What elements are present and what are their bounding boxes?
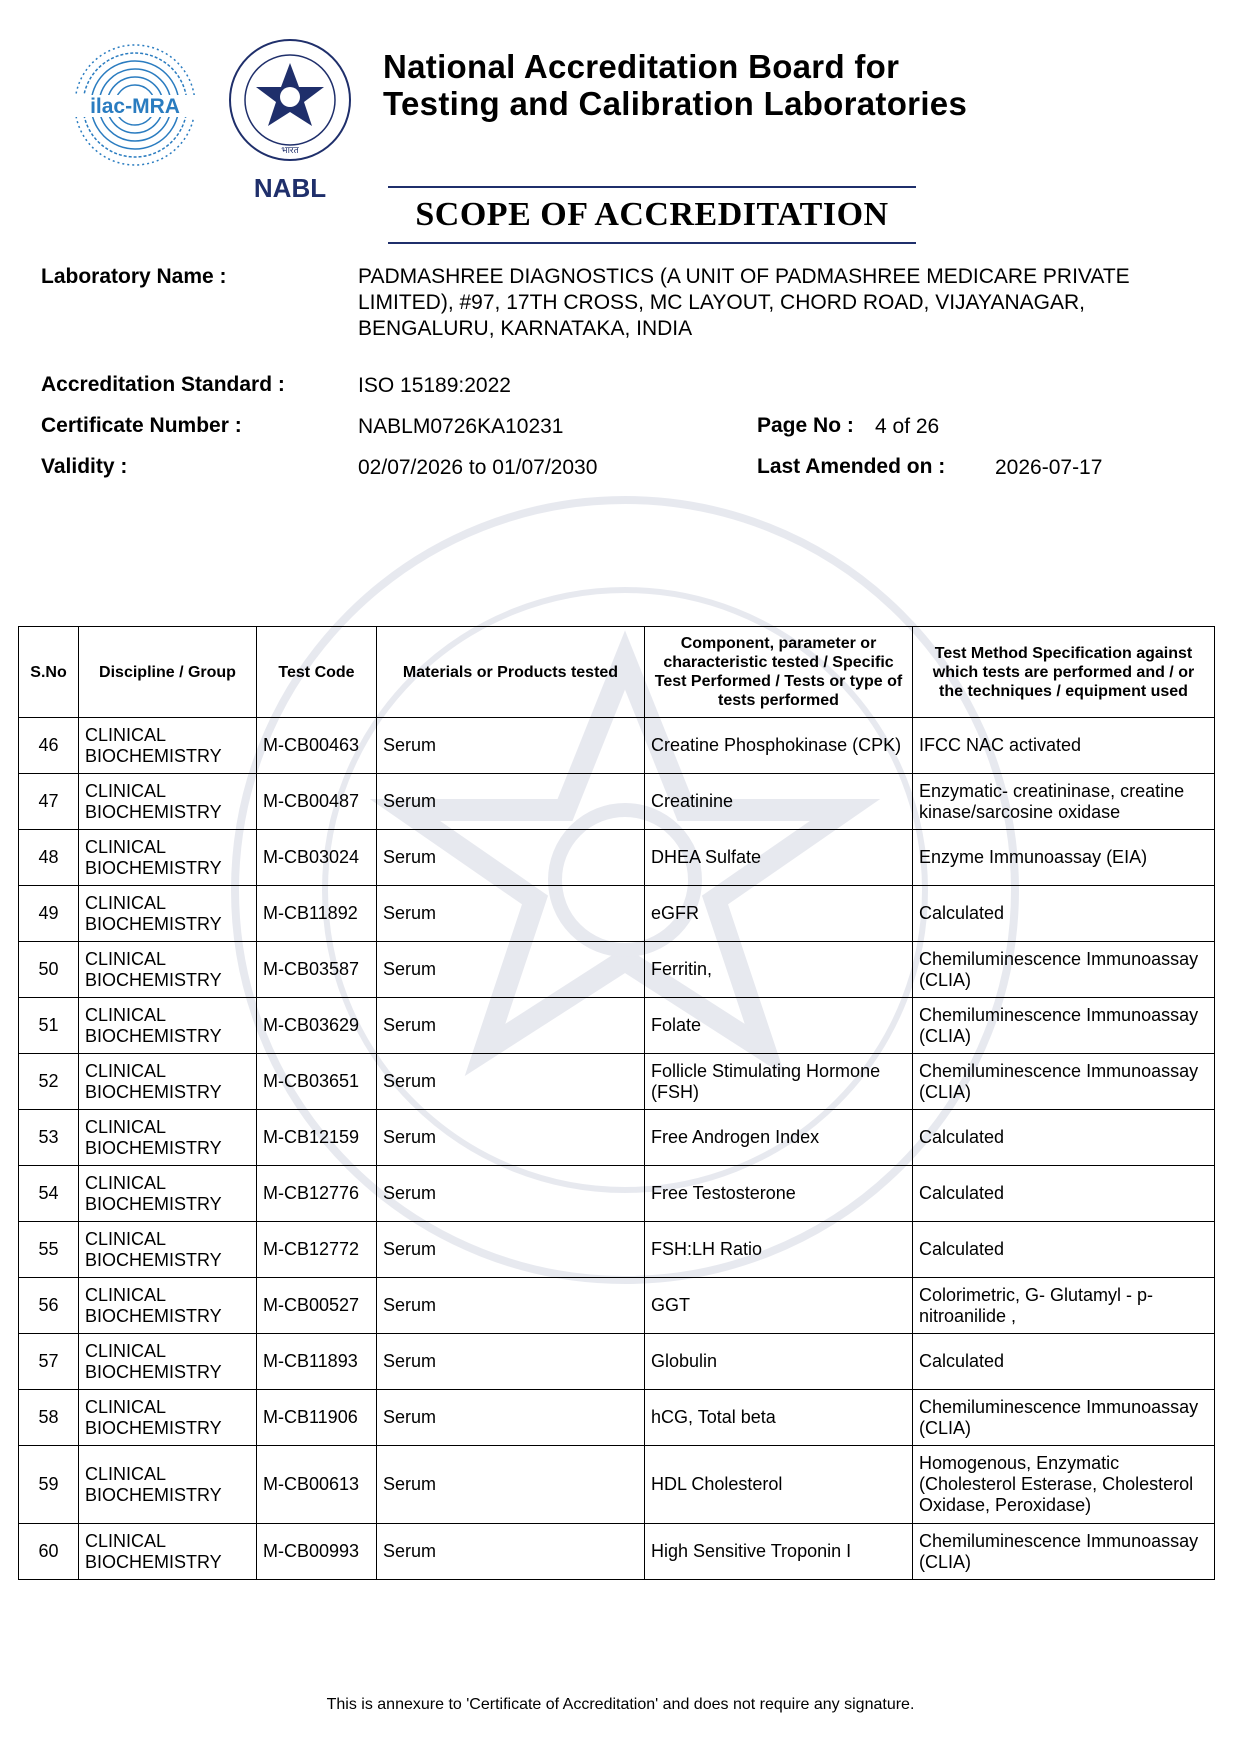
cell-component: Globulin [645, 1334, 913, 1390]
cell-discipline: CLINICAL BIOCHEMISTRY [79, 1222, 257, 1278]
cell-test-code: M-CB03024 [257, 830, 377, 886]
cell-sno: 59 [19, 1446, 79, 1524]
header-test-code: Test Code [257, 627, 377, 718]
table-row [19, 1166, 1215, 1222]
nabl-logo-text: NABL [253, 173, 327, 203]
cell-test-code: M-CB00463 [257, 718, 377, 774]
table-row [19, 942, 1215, 998]
cell-method: Chemiluminescence Immunoassay (CLIA) [913, 1524, 1215, 1580]
cell-discipline: CLINICAL BIOCHEMISTRY [79, 1334, 257, 1390]
cell-method: Enzymatic- creatininase, creatine kinase/sarcosine oxidase [913, 774, 1215, 830]
cell-material: Serum [377, 774, 645, 830]
org-title-line2: Testing and Calibration Laboratories [383, 85, 968, 122]
validity-label: Validity : [41, 455, 128, 478]
cell-material: Serum [377, 1390, 645, 1446]
cell-test-code: M-CB00993 [257, 1524, 377, 1580]
cell-sno: 53 [19, 1110, 79, 1166]
lab-name-value [358, 264, 1130, 342]
cell-component: HDL Cholesterol [645, 1446, 913, 1524]
last-amended-label: Last Amended on : [757, 455, 946, 478]
table-row [19, 998, 1215, 1054]
cell-test-code: M-CB11892 [257, 886, 377, 942]
cell-discipline: CLINICAL BIOCHEMISTRY [79, 998, 257, 1054]
cell-sno: 60 [19, 1524, 79, 1580]
cell-discipline: CLINICAL BIOCHEMISTRY [79, 1278, 257, 1334]
lab-name-line2: LIMITED), #97, 17TH CROSS, MC LAYOUT, CHORD ROAD, VIJAYANAGAR, [358, 291, 1085, 314]
cell-discipline: CLINICAL BIOCHEMISTRY [79, 718, 257, 774]
cell-method: Chemiluminescence Immunoassay (CLIA) [913, 1390, 1215, 1446]
cell-test-code: M-CB11906 [257, 1390, 377, 1446]
header-materials: Materials or Products tested [377, 627, 645, 718]
cell-method: Homogenous, Enzymatic (Cholesterol Esterase, Cholesterol Oxidase, Peroxidase) [913, 1446, 1215, 1524]
cell-test-code: M-CB00613 [257, 1446, 377, 1524]
cell-discipline: CLINICAL BIOCHEMISTRY [79, 1166, 257, 1222]
certificate-label: Certificate Number : [41, 414, 242, 437]
header-component: Component, parameter or characteristic tested / Specific Test Performed / Tests or type of tests performed [645, 627, 913, 718]
cell-material: Serum [377, 718, 645, 774]
cell-method: Calculated [913, 1110, 1215, 1166]
cell-material: Serum [377, 1110, 645, 1166]
table-row [19, 1524, 1215, 1580]
cell-component: eGFR [645, 886, 913, 942]
cell-component: Folate [645, 998, 913, 1054]
cell-sno: 54 [19, 1166, 79, 1222]
cell-test-code: M-CB12772 [257, 1222, 377, 1278]
scope-title-box [388, 186, 916, 244]
table-row [19, 1222, 1215, 1278]
org-title-line1: National Accreditation Board for [383, 48, 900, 85]
lab-name-label: Laboratory Name : [41, 265, 227, 288]
page-no-label: Page No : [757, 414, 854, 437]
lab-name-line3: BENGALURU, KARNATAKA, INDIA [358, 317, 693, 340]
cell-material: Serum [377, 998, 645, 1054]
header-discipline: Discipline / Group [79, 627, 257, 718]
cell-sno: 52 [19, 1054, 79, 1110]
cell-component: hCG, Total beta [645, 1390, 913, 1446]
cell-test-code: M-CB00487 [257, 774, 377, 830]
header-method: Test Method Specification against which tests are performed and / or the techniques / equipment used [913, 627, 1215, 718]
cell-discipline: CLINICAL BIOCHEMISTRY [79, 1446, 257, 1524]
last-amended-value: 2026-07-17 [995, 456, 1103, 479]
cell-method: Chemiluminescence Immunoassay (CLIA) [913, 1054, 1215, 1110]
cell-component: Free Androgen Index [645, 1110, 913, 1166]
cell-method: Enzyme Immunoassay (EIA) [913, 830, 1215, 886]
cell-method: Colorimetric, G- Glutamyl - p-nitroanilide , [913, 1278, 1215, 1334]
cell-material: Serum [377, 1278, 645, 1334]
cell-discipline: CLINICAL BIOCHEMISTRY [79, 830, 257, 886]
cell-sno: 51 [19, 998, 79, 1054]
validity-value: 02/07/2026 to 01/07/2030 [358, 456, 598, 479]
cell-discipline: CLINICAL BIOCHEMISTRY [79, 1524, 257, 1580]
cell-discipline: CLINICAL BIOCHEMISTRY [79, 1054, 257, 1110]
cell-component: GGT [645, 1278, 913, 1334]
cell-method: Calculated [913, 1334, 1215, 1390]
cell-test-code: M-CB00527 [257, 1278, 377, 1334]
cell-sno: 47 [19, 774, 79, 830]
cell-discipline: CLINICAL BIOCHEMISTRY [79, 1110, 257, 1166]
table-row [19, 1278, 1215, 1334]
cell-method: Chemiluminescence Immunoassay (CLIA) [913, 998, 1215, 1054]
cell-discipline: CLINICAL BIOCHEMISTRY [79, 1390, 257, 1446]
table-row [19, 718, 1215, 774]
header-sno: S.No [19, 627, 79, 718]
nabl-logo [225, 35, 355, 205]
cell-component: High Sensitive Troponin I [645, 1524, 913, 1580]
cell-discipline: CLINICAL BIOCHEMISTRY [79, 942, 257, 998]
nabl-seal-bharat: भारत [281, 146, 299, 156]
standard-value: ISO 15189:2022 [358, 374, 511, 397]
table-row [19, 1110, 1215, 1166]
cell-discipline: CLINICAL BIOCHEMISTRY [79, 886, 257, 942]
cell-component: Ferritin, [645, 942, 913, 998]
cell-sno: 57 [19, 1334, 79, 1390]
cell-method: IFCC NAC activated [913, 718, 1215, 774]
table-row [19, 1446, 1215, 1524]
table-row [19, 774, 1215, 830]
scope-table [18, 626, 1215, 1580]
cell-material: Serum [377, 886, 645, 942]
cell-sno: 48 [19, 830, 79, 886]
cell-method: Calculated [913, 1222, 1215, 1278]
table-row [19, 830, 1215, 886]
cell-component: DHEA Sulfate [645, 830, 913, 886]
cell-test-code: M-CB03651 [257, 1054, 377, 1110]
ilac-logo-text: ilac-MRA [90, 95, 180, 118]
cell-material: Serum [377, 1334, 645, 1390]
table-row [19, 886, 1215, 942]
standard-label: Accreditation Standard : [41, 373, 285, 396]
cell-test-code: M-CB12159 [257, 1110, 377, 1166]
cell-test-code: M-CB12776 [257, 1166, 377, 1222]
table-row [19, 1334, 1215, 1390]
cell-component: FSH:LH Ratio [645, 1222, 913, 1278]
ilac-mra-logo [70, 40, 200, 170]
page-no-value: 4 of 26 [875, 415, 940, 438]
cell-discipline: CLINICAL BIOCHEMISTRY [79, 774, 257, 830]
cell-material: Serum [377, 830, 645, 886]
cell-test-code: M-CB03587 [257, 942, 377, 998]
cell-material: Serum [377, 1222, 645, 1278]
cell-sno: 46 [19, 718, 79, 774]
cell-component: Free Testosterone [645, 1166, 913, 1222]
cell-material: Serum [377, 942, 645, 998]
cell-component: Creatinine [645, 774, 913, 830]
cell-sno: 55 [19, 1222, 79, 1278]
cell-sno: 50 [19, 942, 79, 998]
footer-note: This is annexure to 'Certificate of Accreditation' and does not require any signature. [326, 1696, 915, 1713]
cell-sno: 56 [19, 1278, 79, 1334]
cell-component: Follicle Stimulating Hormone (FSH) [645, 1054, 913, 1110]
cell-component: Creatine Phosphokinase (CPK) [645, 718, 913, 774]
cell-sno: 49 [19, 886, 79, 942]
cell-sno: 58 [19, 1390, 79, 1446]
table-row [19, 1390, 1215, 1446]
cell-material: Serum [377, 1054, 645, 1110]
cell-test-code: M-CB03629 [257, 998, 377, 1054]
table-row [19, 1054, 1215, 1110]
cell-material: Serum [377, 1524, 645, 1580]
certificate-value: NABLM0726KA10231 [358, 415, 564, 438]
cell-material: Serum [377, 1446, 645, 1524]
cell-method: Chemiluminescence Immunoassay (CLIA) [913, 942, 1215, 998]
cell-method: Calculated [913, 1166, 1215, 1222]
lab-name-line1: PADMASHREE DIAGNOSTICS (A UNIT OF PADMASHREE MEDICARE PRIVATE [358, 265, 1130, 288]
cell-test-code: M-CB11893 [257, 1334, 377, 1390]
cell-material: Serum [377, 1166, 645, 1222]
table-header-row [19, 627, 1215, 718]
org-title [383, 48, 967, 122]
scope-title: SCOPE OF ACCREDITATION [415, 196, 889, 233]
cell-method: Calculated [913, 886, 1215, 942]
